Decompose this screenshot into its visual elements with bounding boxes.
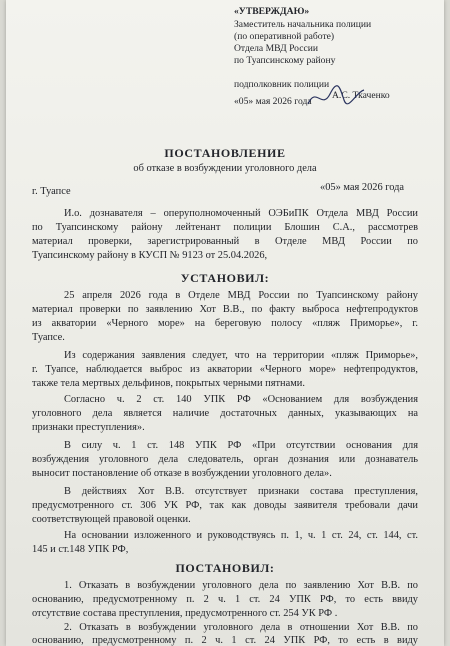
established-line: В силу ч. 1 ст. 148 УПК РФ «При отсутствии основания для bbox=[64, 440, 418, 451]
decided-line: основанию, предусмотренному п. 2 ч. 1 ст. 24 УПК РФ, то есть ввиду bbox=[32, 594, 418, 605]
established-line: На основании изложенного и руководствуясь п. 1, ч. 1 ст. 24, ст. 144, ст. bbox=[64, 530, 418, 541]
approval-line: подполковник полиции bbox=[234, 79, 330, 90]
established-line: 145 и ст.148 УПК РФ, bbox=[32, 544, 129, 555]
established-line: Согласно ч. 2 ст. 140 УПК РФ «Основанием для возбуждения bbox=[64, 394, 418, 405]
established-line: В действиях Хот В.В. отсутствует признаки состава преступления, bbox=[64, 486, 418, 497]
approval-date: «05» мая 2026 года bbox=[234, 96, 312, 107]
approval-signatory: А.С. Ткаченко bbox=[332, 90, 390, 101]
established-line: также тела мертвых дельфинов, покрытых черными пятнами. bbox=[32, 378, 305, 389]
established-line: признаки преступления». bbox=[32, 422, 145, 433]
approval-line: по Туапсинскому району bbox=[234, 55, 336, 66]
established-line: Туапсе. bbox=[32, 332, 65, 343]
established-line: Из содержания заявления следует, что на территории «пляж Приморье», bbox=[64, 350, 418, 361]
decided-heading: ПОСТАНОВИЛ: bbox=[175, 561, 275, 575]
decided-line: 2. Отказать в возбуждении уголовного дела в отношении Хот В.В. по bbox=[64, 622, 418, 633]
established-line: 25 апреля 2026 года в Отделе МВД России по Туапсинскому району bbox=[64, 290, 418, 301]
established-line: предусмотренного ст. 306 УК РФ, так как доводы заявителя требовали дачи bbox=[32, 500, 418, 511]
established-line: возбуждения уголовного дела следователь, орган дознания или дознаватель bbox=[32, 454, 418, 465]
intro-line: по Туапсинскому району лейтенант полиции Блошин С.А., рассмотрев bbox=[32, 222, 418, 233]
approval-line: (по оперативной работе) bbox=[234, 31, 335, 42]
approval-line: Отдела МВД России bbox=[234, 43, 319, 54]
signature-icon bbox=[306, 82, 366, 112]
established-line: уголовного дела является наличие достаточных данных, указывающих на bbox=[32, 408, 418, 419]
document-city: г. Туапсе bbox=[32, 186, 71, 197]
approval-title: «УТВЕРЖДАЮ» bbox=[234, 6, 310, 17]
established-line: г. Туапсе, наблюдается выброс из акватории «Черного море» нефтепродуктов, bbox=[32, 364, 418, 375]
document-subtitle: об отказе в возбуждении уголовного дела bbox=[133, 163, 317, 174]
intro-line: материал проверки, зарегистрированный в Отделе МВД России по bbox=[32, 236, 418, 247]
established-line: из акватории «Черного море» на береговую полосу «пляж Приморье», г. bbox=[32, 318, 418, 329]
intro-line: И.о. дознавателя – оперуполномоченный ОЭБиПК Отдела МВД России bbox=[64, 208, 418, 219]
decided-line: основанию, предусмотренному п. 2 ч. 1 ст. 24 УПК РФ, то есть в виду bbox=[32, 635, 418, 646]
decided-line: 1. Отказать в возбуждении уголовного дела по заявлению Хот В.В. по bbox=[64, 580, 418, 591]
document-title: ПОСТАНОВЛЕНИЕ bbox=[164, 146, 286, 160]
decided-line: отсутствие состава преступления, предусмотренного ст. 254 УК РФ . bbox=[32, 608, 338, 619]
established-heading: УСТАНОВИЛ: bbox=[180, 271, 270, 285]
established-line: выносит постановление об отказе в возбуждении уголовного дела». bbox=[32, 468, 332, 479]
established-line: соответствующей правовой оценки. bbox=[32, 514, 191, 525]
document-date: «05» мая 2026 года bbox=[320, 182, 405, 193]
document-page bbox=[6, 0, 444, 646]
established-line: материал проверки по заявлению Хот В.В., по факту выброса нефтепродуктов bbox=[32, 304, 418, 315]
approval-line: Заместитель начальника полиции bbox=[234, 19, 372, 30]
intro-line: Туапсинскому району в КУСП № 9123 от 25.04.2026, bbox=[32, 250, 268, 261]
